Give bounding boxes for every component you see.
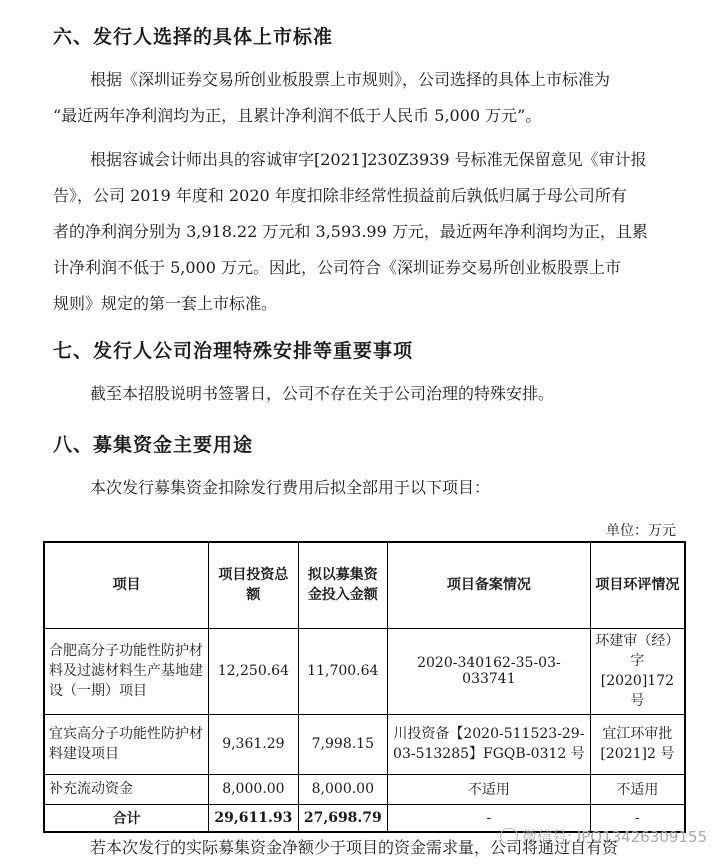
table-row xyxy=(44,628,685,714)
cell-eia: 不适用 xyxy=(590,774,685,804)
cell-total-raised: 27,698.79 xyxy=(298,804,387,832)
cell-eia: 环建审（经）字[2020]172号 xyxy=(590,628,685,714)
cell-project: 合肥高分子功能性防护材料及过滤材料生产基地建设（一期）项目 xyxy=(44,628,209,714)
sec7-para1: 截至本招股说明书签署日，公司不存在关于公司治理的特殊安排。 xyxy=(90,384,555,403)
cell-filing: 川投资备【2020-511523-29-03-513285】FGQB-0312 号 xyxy=(388,714,591,774)
table-row xyxy=(44,774,685,804)
cell-project: 补充流动资金 xyxy=(44,774,209,804)
header-eia-status: 项目环评情况 xyxy=(590,542,685,628)
section-7-title: 七、发行人公司治理特殊安排等重要事项 xyxy=(53,340,414,362)
header-project: 项目 xyxy=(44,542,209,628)
section-6-title: 六、发行人选择的具体上市标准 xyxy=(53,26,334,48)
header-total-investment: 项目投资总额 xyxy=(209,542,298,628)
cell-total: 12,250.64 xyxy=(209,628,298,714)
sec6-para2-line1: 根据容诚会计师出具的容诚审字[2021]230Z3939 号标准无保留意见《审计报 xyxy=(90,150,647,169)
section-8-title: 八、募集资金主要用途 xyxy=(53,434,254,456)
sec6-para2-line2: 告》，公司 2019 年度和 2020 年度扣除非经常性损益前后孰低归属于母公司所有 xyxy=(53,186,627,205)
cell-filing: 2020-340162-35-03-033741 xyxy=(388,628,591,714)
header-raised-funds: 拟以募集资金投入金额 xyxy=(298,542,387,628)
unit-label: 单位：万元 xyxy=(606,523,676,539)
cell-raised: 8,000.00 xyxy=(298,774,387,804)
cell-total-investment: 29,611.93 xyxy=(209,804,298,832)
cell-project: 宜宾高分子功能性防护材料建设项目 xyxy=(44,714,209,774)
sec6-para2-line4: 计净利润不低于 5,000 万元。因此，公司符合《深圳证券交易所创业板股票上市 xyxy=(53,258,621,277)
cell-raised: 11,700.64 xyxy=(298,628,387,714)
cell-filing: 不适用 xyxy=(388,774,591,804)
table-header-row xyxy=(44,542,685,628)
cell-eia: 宜江环审批[2021]2 号 xyxy=(590,714,685,774)
cell-total-label: 合计 xyxy=(44,804,209,832)
fund-use-table xyxy=(43,541,686,833)
sec6-para2-line3: 者的净利润分别为 3,918.22 万元和 3,593.99 万元，最近两年净利润均为正，且累 xyxy=(53,222,648,241)
sec8-para1: 本次发行募集资金扣除发行费用后拟全部用于以下项目： xyxy=(90,478,491,497)
watermark-text: 微信号: IPO13426309155 xyxy=(522,828,708,846)
cell-total-eia: - xyxy=(590,804,685,832)
sec6-para2-line5: 规则》规定的第一套上市标准。 xyxy=(53,294,278,313)
sec8-footer-line: 若本次发行的实际募集资金净额少于项目的资金需求量，公司将通过自有资 xyxy=(90,838,619,857)
sec6-para1-line2: “最近两年净利润均为正，且累计净利润不低于人民币 5,000 万元”。 xyxy=(53,106,542,125)
cell-raised: 7,998.15 xyxy=(298,714,387,774)
cell-total: 8,000.00 xyxy=(209,774,298,804)
cell-total: 9,361.29 xyxy=(209,714,298,774)
sec6-para1-line1: 根据《深圳证券交易所创业板股票上市规则》，公司选择的具体上市标准为 xyxy=(90,70,611,89)
table-row xyxy=(44,714,685,774)
cell-total-filing: - xyxy=(388,804,591,832)
header-filing-status: 项目备案情况 xyxy=(388,542,591,628)
